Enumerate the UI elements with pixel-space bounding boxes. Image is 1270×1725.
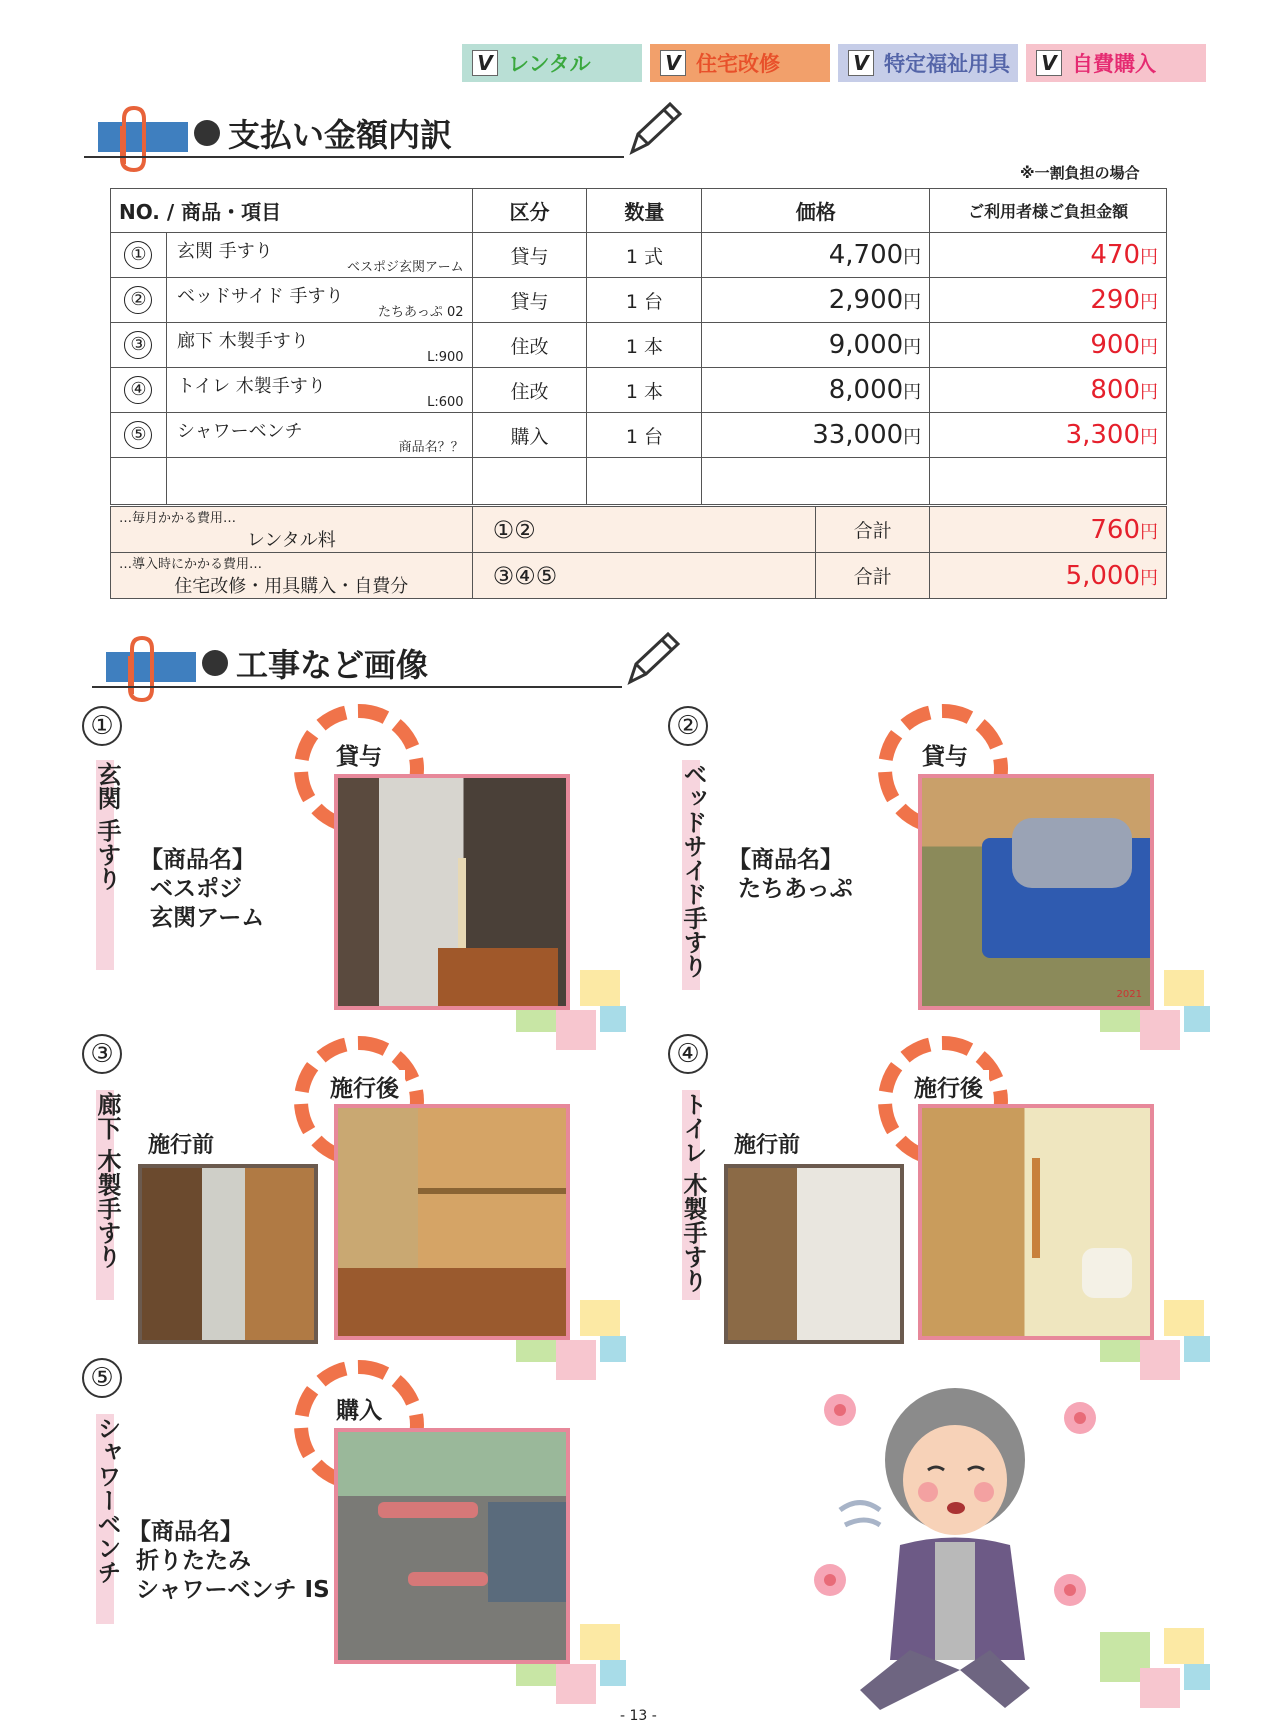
badge-label: 購入: [330, 1392, 388, 1425]
vertical-label: ベッドサイド手すり: [679, 762, 707, 978]
item-name: トイレ 木製手すり: [176, 376, 326, 397]
section-title: 工事など画像: [236, 646, 429, 684]
product-line: ベスポジ: [150, 876, 242, 902]
item-qty: 1 台: [587, 278, 702, 323]
item-name: 廊下 木製手すり: [176, 331, 309, 352]
yen-unit: 円: [1140, 292, 1158, 313]
photo-corridor-before: [138, 1164, 318, 1344]
col-header-pay: ご利用者様ご負担金額: [930, 189, 1167, 233]
paperclip-icon: [122, 634, 162, 704]
product-info: [728, 846, 853, 904]
tag-label: 自費購入: [1072, 52, 1156, 76]
table-row: [111, 233, 1167, 278]
image-number: ⑤: [82, 1358, 122, 1398]
photo-toilet-before: [724, 1164, 904, 1344]
item-product: ベスポジ玄関アーム: [346, 260, 464, 275]
item-pay: 3,300: [1065, 420, 1140, 450]
yen-unit: 円: [1140, 567, 1158, 589]
photo-corridor-after: [334, 1104, 570, 1340]
before-label: 施行前: [148, 1133, 215, 1158]
item-qty: 1 式: [587, 233, 702, 278]
row-number: ③: [124, 331, 152, 359]
tag-housing: [650, 44, 830, 82]
item-price: 9,000: [828, 330, 904, 360]
photo-bedside: [918, 774, 1154, 1010]
summary-total-label: 合計: [816, 506, 930, 553]
vertical-label: 廊下 木製手すり: [93, 1092, 121, 1269]
item-price: 8,000: [828, 375, 904, 405]
yen-unit: 円: [1140, 521, 1158, 543]
product-line: たちあっぷ: [738, 876, 853, 902]
bullet-icon: [194, 120, 220, 146]
item-pay: 470: [1090, 240, 1140, 270]
item-price: 33,000: [812, 420, 904, 450]
tag-label: レンタル: [508, 52, 591, 76]
summary-label: 住宅改修・用具購入・自費分: [174, 576, 409, 597]
badge-label: 施行後: [908, 1070, 989, 1103]
summary-label: レンタル料: [246, 530, 336, 551]
header-underline: [92, 686, 622, 688]
product-info: [128, 1518, 330, 1605]
tag-welfare: [838, 44, 1018, 82]
row-number: ②: [124, 286, 152, 314]
summary-total: 760: [1090, 514, 1140, 545]
yen-unit: 円: [903, 247, 922, 268]
photo-toilet-after: [918, 1104, 1154, 1340]
summary-items: ③④⑤: [472, 553, 816, 599]
yen-unit: 円: [1140, 337, 1158, 358]
table-row: [111, 278, 1167, 323]
product-head: 【商品名】: [140, 847, 255, 873]
bullet-icon: [202, 650, 228, 676]
product-info: [140, 846, 264, 933]
vertical-label: シャワーベンチ: [93, 1416, 121, 1584]
check-icon: V: [660, 50, 686, 76]
item-qty: 1 本: [587, 368, 702, 413]
badge-label: 貸与: [916, 738, 974, 771]
row-number: ⑤: [124, 421, 152, 449]
col-header-price: 価格: [702, 189, 930, 233]
item-pay: 290: [1090, 285, 1140, 315]
yen-unit: 円: [903, 337, 922, 358]
badge-label: 施行後: [324, 1070, 405, 1103]
table-row: [111, 413, 1167, 458]
section-header-images: [92, 634, 692, 694]
paperclip-icon: [114, 104, 154, 174]
yen-unit: 円: [1140, 427, 1158, 448]
page-number: - 13 -: [620, 1708, 657, 1724]
item-type: 購入: [472, 413, 587, 458]
yen-unit: 円: [903, 382, 922, 403]
image-number: ②: [668, 706, 708, 746]
tag-label: 住宅改修: [696, 52, 780, 76]
summary-row-initial: [111, 553, 1167, 599]
check-icon: V: [848, 50, 874, 76]
row-number: ①: [124, 241, 152, 269]
section-title: 支払い金額内訳: [228, 116, 453, 154]
image-number: ④: [668, 1034, 708, 1074]
item-type: 住改: [472, 368, 587, 413]
table-row: [111, 323, 1167, 368]
item-type: 貸与: [472, 233, 587, 278]
summary-small-label: …毎月かかる費用…: [119, 511, 237, 526]
item-product: 商品名？？: [398, 440, 464, 455]
summary-row-monthly: [111, 506, 1167, 553]
tag-self: [1026, 44, 1206, 82]
before-label: 施行前: [734, 1133, 801, 1158]
item-price: 4,700: [828, 240, 904, 270]
header-underline: [84, 156, 624, 158]
summary-items: ①②: [472, 506, 816, 553]
elderly-woman-illustration: [800, 1370, 1110, 1720]
section-header-payment: [84, 104, 684, 164]
photo-entrance: [334, 774, 570, 1010]
item-type: 貸与: [472, 278, 587, 323]
item-qty: 1 本: [587, 323, 702, 368]
product-line: シャワーベンチ IS: [136, 1577, 330, 1603]
photo-shower-bench: [334, 1428, 570, 1664]
pen-icon: [622, 630, 682, 690]
tag-label: 特定福祉用具: [884, 52, 1010, 76]
payment-table: [110, 188, 1167, 599]
item-product: たちあっぷ 02: [378, 305, 464, 320]
pen-icon: [624, 100, 684, 160]
vertical-label: 玄関 手すり: [93, 762, 121, 891]
tag-rental: [462, 44, 642, 82]
product-head: 【商品名】: [728, 847, 843, 873]
image-number: ①: [82, 706, 122, 746]
image-number: ③: [82, 1034, 122, 1074]
item-qty: 1 台: [587, 413, 702, 458]
col-header-qty: 数量: [587, 189, 702, 233]
yen-unit: 円: [903, 427, 922, 448]
item-pay: 800: [1090, 375, 1140, 405]
yen-unit: 円: [1140, 247, 1158, 268]
row-number: ④: [124, 376, 152, 404]
item-type: 住改: [472, 323, 587, 368]
item-name: 玄関 手すり: [176, 241, 273, 262]
check-icon: V: [472, 50, 498, 76]
check-icon: V: [1036, 50, 1062, 76]
item-pay: 900: [1090, 330, 1140, 360]
product-line: 折りたたみ: [136, 1548, 251, 1574]
color-squares: [1100, 1628, 1210, 1708]
summary-total-label: 合計: [816, 553, 930, 599]
table-row-empty: [111, 458, 1167, 506]
item-name: ベッドサイド 手すり: [176, 286, 344, 307]
product-head: 【商品名】: [128, 1519, 243, 1545]
item-product: L:600: [427, 395, 464, 410]
burden-note: ※一割負担の場合: [1020, 164, 1140, 182]
vertical-label: トイレ 木製手すり: [679, 1092, 707, 1293]
yen-unit: 円: [1140, 382, 1158, 403]
table-header-row: [111, 189, 1167, 233]
table-row: [111, 368, 1167, 413]
summary-total: 5,000: [1065, 560, 1140, 591]
product-line: 玄関アーム: [150, 905, 265, 931]
col-header-item: NO. / 商品・項目: [111, 189, 473, 233]
yen-unit: 円: [903, 292, 922, 313]
photo-date: 2021: [1116, 989, 1142, 1000]
item-name: シャワーベンチ: [176, 421, 303, 442]
item-product: L:900: [427, 350, 464, 365]
summary-small-label: …導入時にかかる費用…: [119, 557, 263, 572]
item-price: 2,900: [828, 285, 904, 315]
badge-label: 貸与: [330, 738, 388, 771]
col-header-type: 区分: [472, 189, 587, 233]
